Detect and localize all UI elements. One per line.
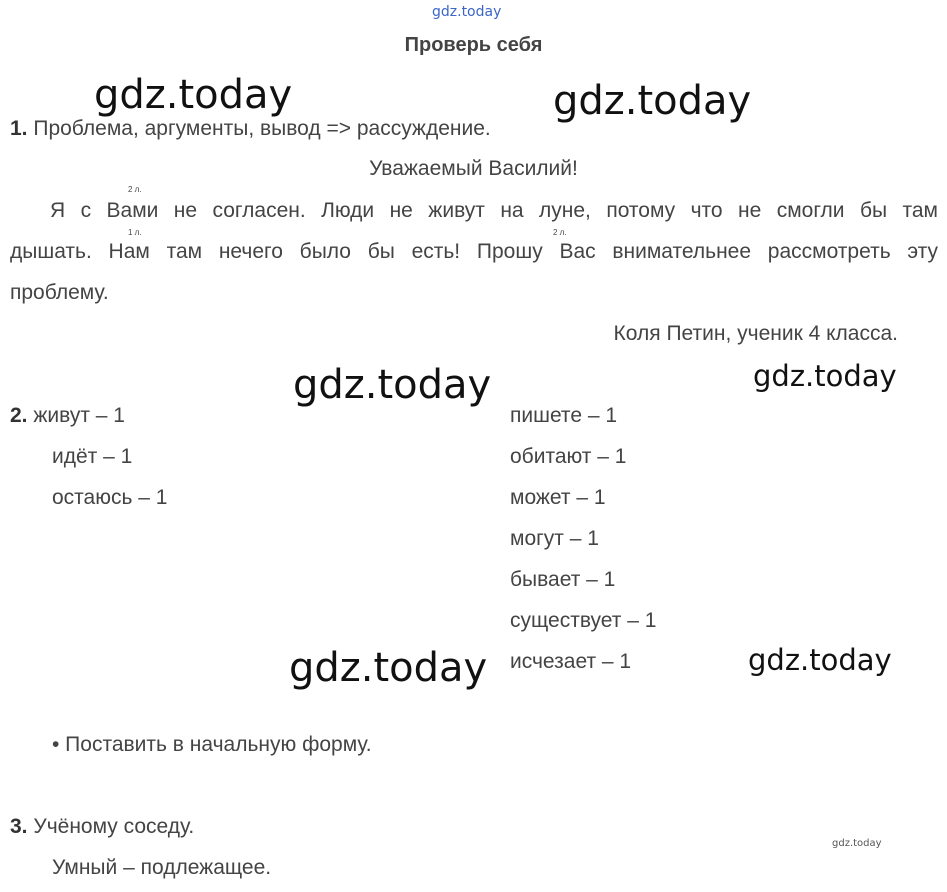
letter-greeting: Уважаемый Василий!	[369, 157, 578, 180]
watermark: gdz.today	[293, 362, 492, 408]
letter-line: проблему.	[10, 281, 109, 304]
task2-number: 2.	[10, 404, 28, 427]
letter-line: Я с Вами не согласен. Люди не живут на луне, потому что не смогли бы там	[50, 199, 938, 222]
watermark: gdz.today	[753, 359, 897, 393]
watermark: gdz.today	[289, 645, 488, 691]
task2-right-item: существует – 1	[510, 609, 657, 632]
task3-line2: Умный – подлежащее.	[52, 856, 272, 879]
task3-number: 3.	[10, 815, 28, 838]
watermark-top: gdz.today	[432, 4, 502, 20]
watermark: gdz.today	[553, 78, 752, 124]
task2-left-item: остаюсь – 1	[52, 486, 168, 509]
annotation-vami: 2 л.	[128, 185, 142, 194]
watermark-small: gdz.today	[832, 838, 882, 849]
annotation-vas: 2 л.	[553, 228, 567, 237]
task3-line	[10, 815, 194, 839]
task1-number: 1.	[10, 117, 28, 140]
task2-line	[10, 404, 125, 428]
letter-line: дышать. Нам там нечего было бы есть! Прошу Вас внимательнее рассмотреть эту	[10, 240, 938, 263]
task1-line	[10, 117, 491, 141]
task1-text: Проблема, аргументы, вывод => рассуждение.	[33, 117, 491, 140]
task2-right-item: обитают – 1	[510, 445, 627, 468]
watermark: gdz.today	[94, 72, 293, 118]
annotation-nam: 1 л.	[128, 228, 142, 237]
task2-right-item: бывает – 1	[510, 568, 616, 591]
task2-right-item: могут – 1	[510, 527, 599, 550]
task2-right-item: пишете – 1	[510, 404, 618, 427]
task3-text: Учёному соседу.	[33, 815, 195, 838]
task2-bullet: • Поставить в начальную форму.	[52, 733, 372, 756]
task2-right-item: исчезает – 1	[510, 650, 632, 673]
task2-right-item: может – 1	[510, 486, 606, 509]
task2-left-item: идёт – 1	[52, 445, 133, 468]
page-title: Проверь себя	[404, 34, 543, 56]
watermark: gdz.today	[748, 643, 892, 677]
letter-body	[10, 190, 938, 313]
task2-left-item: живут – 1	[33, 404, 125, 427]
letter-signature: Коля Петин, ученик 4 класса.	[613, 322, 898, 345]
